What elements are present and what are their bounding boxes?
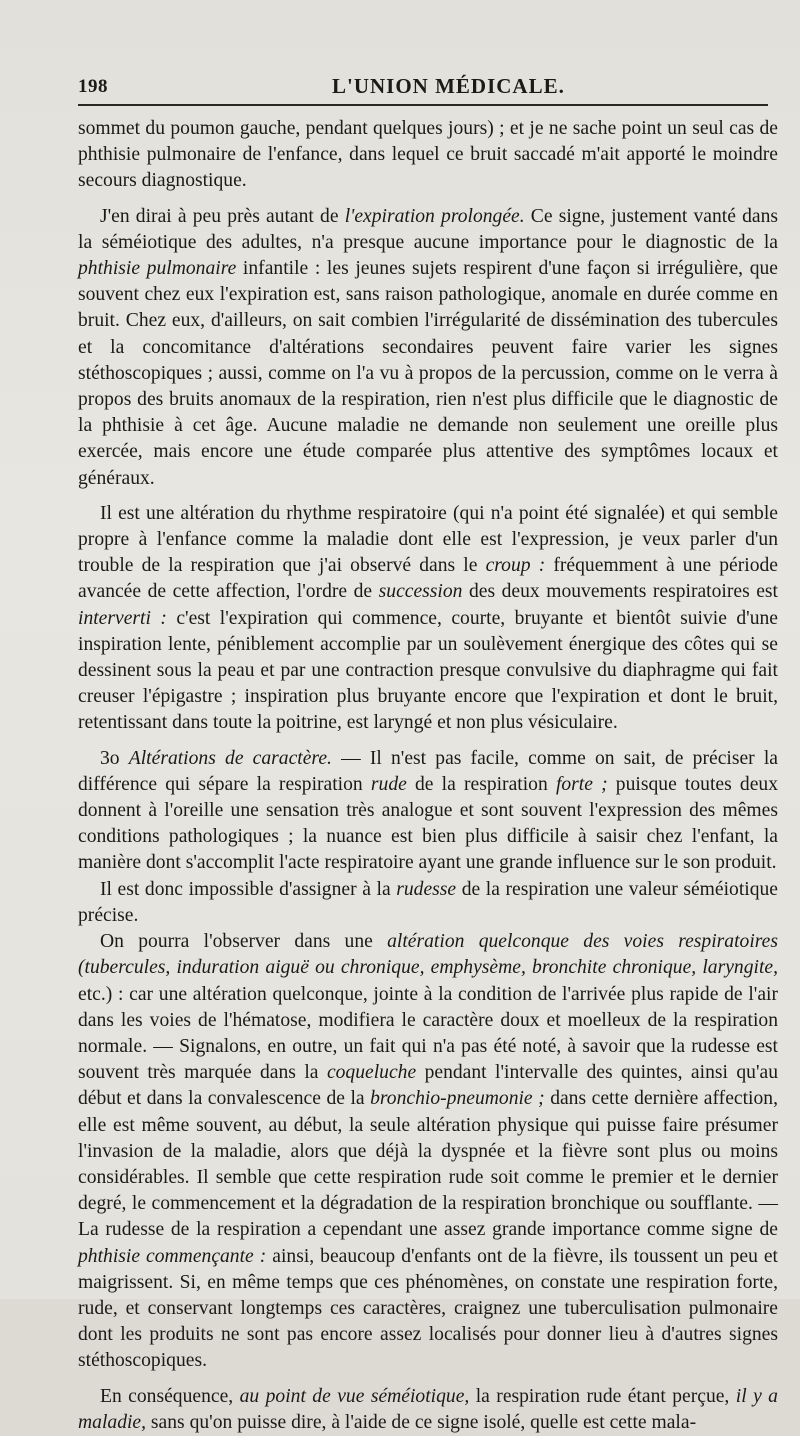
text-run: Ce signe, justement vanté dans la séméiotique des adultes, n'a presque aucune importance pour le diagnostic de la: [78, 205, 779, 253]
italic-text: l'expiration prolongée.: [344, 205, 525, 227]
text-run: ainsi, beaucoup d'enfants ont de la fièvre, ils toussent un peu et maigrissent. Si, en même temps que ces phénomènes, on constate une respiration forte, rude, et conservant longtemps ces caractères, craignez une tuberculisation pulmonaire dont les produits ne sont pas encore assez localisés pour donner lieu à d'autres signes stéthoscopiques.: [78, 1245, 778, 1372]
italic-text: bronchio-pneumonie ;: [370, 1088, 545, 1110]
text-run: sommet du poumon gauche, pendant quelques jours) ; et je ne sache point un seul cas de phthisie pulmonaire de l'enfance, dans lequel ce bruit saccadé m'ait apporté le moindre secours diagnostique.: [78, 118, 778, 192]
text-run: fréquemment à une période avancée de cette affection, l'ordre de: [78, 555, 778, 603]
italic-text: interverti :: [78, 607, 167, 629]
text-run: c'est l'expiration qui commence, courte, bruyante et bientôt suivie d'une inspiration lente, péniblement accomplie par un soulèvement énergique des côtes qui se dessinent sous la peau et par une contraction presque convulsive du diaphragme qui fait creuser l'épigastre ; inspiration plus bruyante encore que l'expiration et dont le bruit, retentissant dans toute la poitrine, est laryngé et non plus vésiculaire.: [78, 607, 778, 734]
header-rule: [78, 104, 768, 106]
paragraph: [78, 116, 778, 195]
text-run: infantile : les jeunes sujets respirent d'une façon si irrégulière, que souvent chez eux l'expiration est, sans raison pathologique, anomale en durée comme en bruit. Chez eux, d'ailleurs, on sait combien l'irrégularité de dissémination des tubercules et la concomitance d'altérations secondaires peuvent faire varier les signes stéthoscopiques ; aussi, comme on l'a vu à propos de la percussion, comme on le verra à propos des bruits anomaux de la respiration, rien n'est plus difficile que le diagnostic de la phthisie à cet âge. Aucune maladie ne demande non seulement une oreille plus exercée, mais encore une étude comparée plus attentive des symptômes locaux et généraux.: [78, 258, 778, 489]
running-title: L'UNION MÉDICALE.: [332, 74, 565, 98]
italic-text: Altérations de caractère.: [128, 747, 332, 769]
text-run: Il est une altération du rhythme respiratoire (qui n'a point été signalée) et qui semble propre à l'enfance comme la maladie dont elle est l'expression, je veux parler d'un trouble de la respiration que j'ai observé dans le: [78, 502, 778, 577]
italic-text: rudesse: [396, 878, 457, 900]
text-run: pendant l'intervalle des quintes, ainsi qu'au début et dans la convalescence de la: [78, 1062, 778, 1110]
italic-text: forte ;: [555, 773, 608, 795]
text-run: la respiration rude étant perçue,: [469, 1385, 736, 1407]
italic-text: phthisie pulmonaire: [78, 258, 237, 280]
page-header: [74, 74, 776, 104]
text-run: sans qu'on puisse dire, à l'aide de ce signe isolé, quelle est cette mala-: [146, 1411, 697, 1433]
text-run: Il est donc impossible d'assigner à la: [100, 878, 397, 900]
italic-text: altération quelconque des voies respiratoires (tubercules, induration aiguë ou chronique, emphysème, bronchite chronique, laryngite,: [78, 931, 779, 979]
italic-text: rude: [370, 773, 407, 795]
text-run: des deux mouvements respiratoires est: [462, 581, 778, 603]
italic-text: croup :: [485, 555, 546, 577]
paragraph: [78, 1384, 778, 1436]
text-run: dans cette dernière affection, elle est même souvent, au début, la seule altération physique qui puisse faire présumer l'invasion de la maladie, alors que déjà la dyspnée et la fièvre sont plus ou moins considérables. Il semble que cette respiration rude soit comme le premier et le dernier degré, le commencement et la dégradation de la respiration bronchique ou soufflante. — La rudesse de la respiration a cependant une assez grande importance comme signe de: [78, 1088, 778, 1241]
text-run: etc.) : car une altération quelconque, jointe à la condition de l'arrivée plus rapide de l'air dans les voies de l'hématose, modifiera le caractère doux et moelleux de la respiration normale. — Signalons, en outre, un fait qui n'a pas été noté, à savoir que la rudesse est souvent très marquée dans la: [78, 983, 778, 1084]
paragraph: [78, 877, 778, 929]
italic-text: coqueluche: [326, 1062, 417, 1084]
text-run: — Il n'est pas facile, comme on sait, de préciser la différence qui sépare la respiration: [78, 747, 778, 795]
page-number: 198: [78, 76, 108, 97]
body-text: [78, 116, 778, 1436]
text-run: puisque toutes deux donnent à l'oreille une sensation très analogue et sont souvent l'expression des mêmes conditions pathologiques ; la nuance est bien plus difficile à saisir chez l'enfant, la manière dont s'accomplit l'acte respiratoire ayant une grande influence sur le son produit.: [78, 773, 778, 874]
italic-text: au point de vue séméiotique,: [239, 1385, 470, 1407]
paragraph: [78, 929, 778, 1374]
italic-text: phthisie commençante :: [78, 1245, 267, 1267]
text-run: En conséquence,: [100, 1385, 240, 1407]
paragraph: [78, 501, 778, 737]
text-run: On pourra l'observer dans une: [100, 931, 388, 953]
paragraph: [78, 204, 778, 492]
text-run: de la respiration une valeur séméiotique précise.: [78, 878, 778, 926]
text-run: de la respiration: [406, 773, 556, 795]
paragraph: [78, 746, 778, 877]
italic-text: succession: [378, 581, 463, 603]
text-run: 3o: [100, 747, 129, 769]
text-run: J'en dirai à peu près autant de: [100, 205, 345, 227]
italic-text: il y a maladie,: [78, 1385, 778, 1433]
